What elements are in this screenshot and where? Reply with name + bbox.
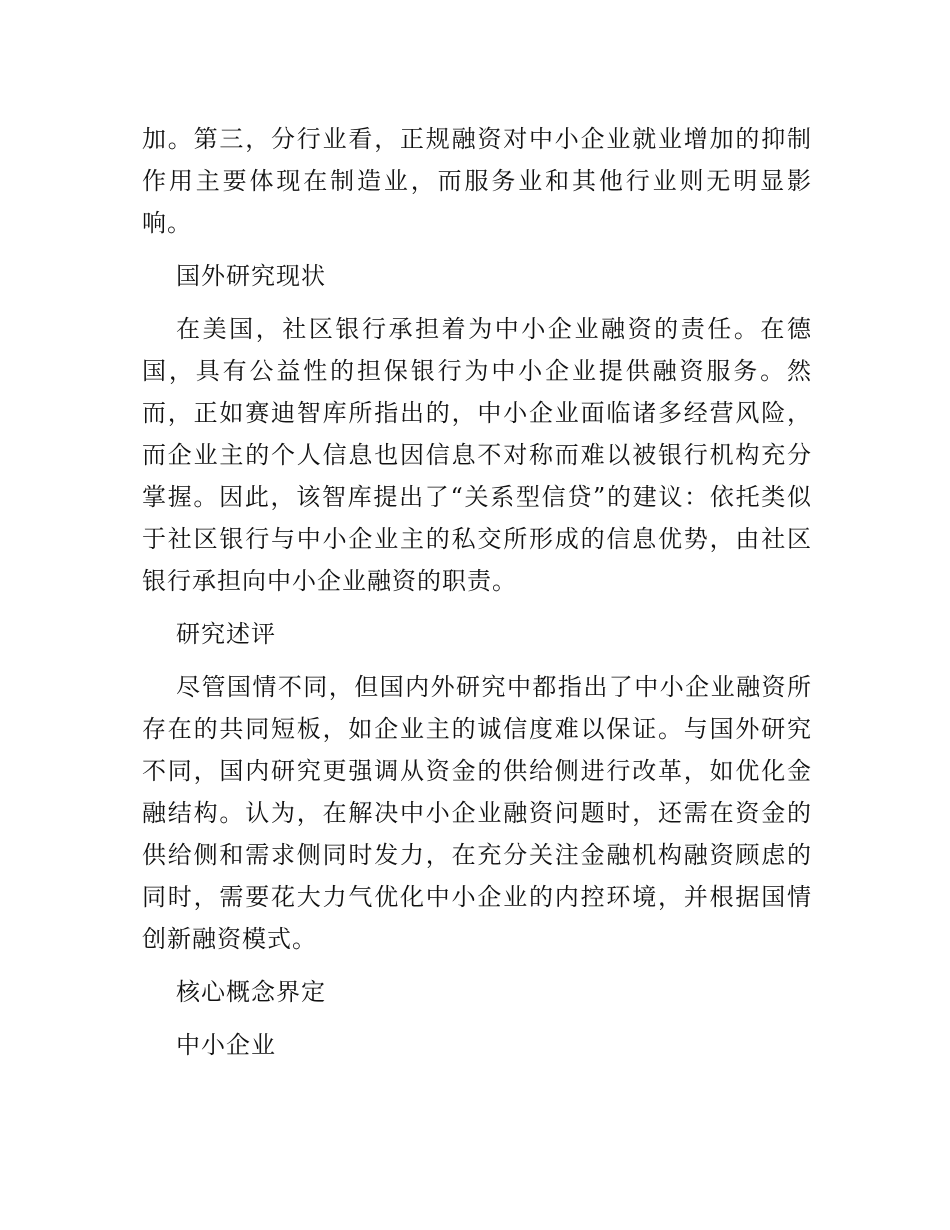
section-heading-review: 研究述评 (176, 620, 276, 648)
paragraph-review: 尽管国情不同，但国内外研究中都指出了中小企业融资所存在的共同短板，如企业主的诚信度难以保证。与国外研究不同，国内研究更强调从资金的供给侧进行改革，如优化金融结构。认为，在解决中小企业融资问题时，还需在资金的供给侧和需求侧同时发力，在充分关注金融机构融资顾虑的同时，需要花大力气优化中小企业的内控环境，并根据国情创新融资模式。 (142, 673, 812, 953)
section-heading-foreign-research: 国外研究现状 (176, 262, 326, 290)
paragraph-foreign-research: 在美国，社区银行承担着为中小企业融资的责任。在德国，具有公益性的担保银行为中小企业提供融资服务。然而，正如赛迪智库所指出的，中小企业面临诸多经营风险，而企业主的个人信息也因信息不对称而难以被银行机构充分掌握。因此，该智库提出了“关系型信贷”的建议：依托类似于社区银行与中小企业主的私交所形成的信息优势，由社区银行承担向中小企业融资的职责。 (142, 315, 812, 595)
section-heading-core-concepts: 核心概念界定 (176, 978, 326, 1006)
paragraph-continuation: 加。第三，分行业看，正规融资对中小企业就业增加的抑制作用主要体现在制造业，而服务业和其他行业则无明显影响。 (142, 125, 812, 237)
section-heading-sme: 中小企业 (176, 1031, 276, 1059)
document-page (142, 118, 812, 1077)
